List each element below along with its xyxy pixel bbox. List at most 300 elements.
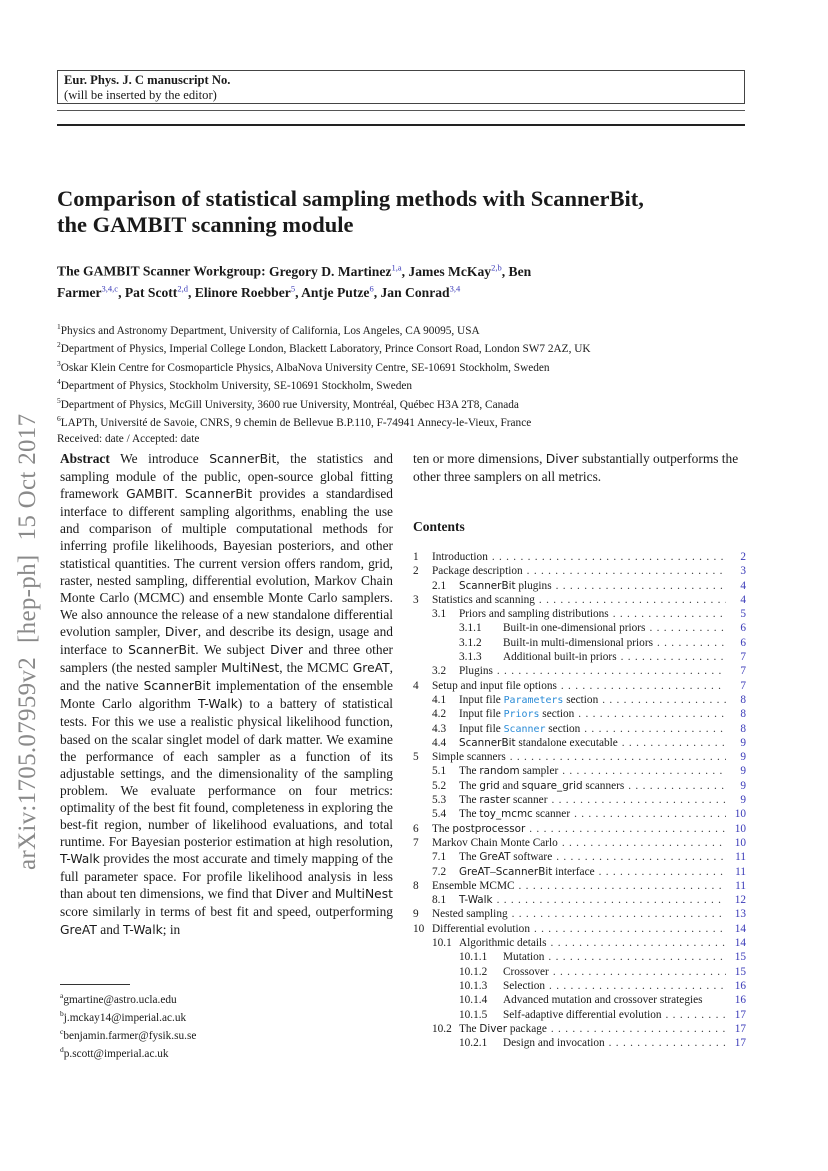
abstract-text: provides the most accurate and timely mapping of the full parameter space. For profile likelihood analysis in less than about ten dimensions, we find that bbox=[60, 851, 393, 902]
toc-entry[interactable] bbox=[413, 723, 746, 737]
abstract-text: ten or more dimensions, bbox=[413, 451, 546, 466]
toc-leader-dots bbox=[529, 823, 726, 835]
title-text: Additional built-in priors bbox=[503, 651, 617, 664]
toc-entry[interactable] bbox=[413, 765, 746, 779]
software-name: T-Walk bbox=[122, 922, 163, 937]
title-line-1: Comparison of statistical sampling methods with ScannerBit, bbox=[57, 186, 644, 211]
title-text: The bbox=[459, 765, 480, 778]
toc-page-link[interactable]: 15 bbox=[734, 951, 746, 964]
header-rule-thin bbox=[57, 110, 745, 111]
affiliation bbox=[57, 412, 777, 430]
toc-section-title bbox=[503, 1037, 605, 1049]
software-name: Diver bbox=[479, 1022, 508, 1035]
title-text: Nested sampling bbox=[432, 908, 508, 921]
toc-section-number: 1 bbox=[413, 551, 419, 563]
footnote-email[interactable]: benjamin.farmer@fysik.su.se bbox=[63, 1029, 197, 1042]
title-text: software bbox=[510, 851, 553, 864]
software-name: T-Walk bbox=[198, 697, 238, 712]
software-name: Diver bbox=[164, 624, 198, 639]
toc-section-title bbox=[459, 580, 552, 592]
title-text: scanners bbox=[582, 779, 625, 792]
title-text: section bbox=[563, 693, 599, 706]
toc-page-link[interactable]: 11 bbox=[735, 865, 746, 878]
title-text: Markov Chain Monte Carlo bbox=[432, 836, 558, 849]
toc-leader-dots bbox=[534, 923, 726, 935]
toc-section-number: 10.2.1 bbox=[459, 1037, 488, 1050]
toc-leader-dots bbox=[539, 594, 726, 606]
software-name: grid bbox=[479, 779, 500, 792]
toc-section-title bbox=[432, 751, 506, 763]
toc-leader-dots bbox=[622, 737, 726, 749]
toc-section-number: 10.1.2 bbox=[459, 965, 488, 978]
toc-section-number: 4.2 bbox=[432, 708, 447, 721]
toc-page-link[interactable]: 16 bbox=[734, 979, 746, 992]
abstract-text: and three other samplers (the nested sampler bbox=[60, 642, 393, 676]
toc-leader-dots bbox=[613, 608, 726, 620]
toc-section-title bbox=[459, 765, 558, 777]
toc-section-title bbox=[459, 780, 624, 792]
abstract-text: score similarly in terms of best fit and speed, outperforming bbox=[60, 904, 393, 920]
author-list: The GAMBIT Scanner Workgroup: Gregory D. Martinez$^{1,a}$, James McKay$^{2,b}$, Ben Farmer$^{3,4,c}$, Pat Scott$^{2,d}$, Elinore Roebber$^5$, Antje Putze$^6$, Jan Conrad$^{3,4}$ bbox=[57, 262, 532, 300]
toc-section-title bbox=[459, 937, 547, 949]
toc-page-link[interactable]: 9 bbox=[740, 751, 746, 764]
toc-leader-dots bbox=[551, 794, 726, 806]
footnote bbox=[60, 1043, 380, 1061]
software-name: Diver bbox=[275, 887, 309, 902]
title-text: Self-adaptive differential evolution bbox=[503, 1008, 662, 1021]
toc-section-number: 3.1.1 bbox=[459, 622, 482, 635]
toc-page-link[interactable]: 10 bbox=[734, 808, 746, 821]
toc-entry[interactable] bbox=[413, 851, 746, 865]
toc-section-title bbox=[459, 866, 595, 878]
toc-section-number: 5.2 bbox=[432, 779, 447, 792]
toc-section-number: 3 bbox=[413, 593, 419, 606]
toc-section-title bbox=[503, 1009, 662, 1021]
software-name: ScannerBit bbox=[209, 452, 277, 466]
toc-entry[interactable] bbox=[413, 622, 746, 636]
toc-leader-dots bbox=[574, 808, 726, 820]
affiliation-text: Department of Physics, Imperial College London, Blackett Laboratory, Prince Consort Road, London SW7 2AZ, UK bbox=[60, 343, 591, 356]
toc-leader-dots bbox=[551, 937, 726, 949]
toc-section-title bbox=[503, 994, 703, 1006]
toc-page-link[interactable]: 16 bbox=[734, 994, 746, 1007]
toc-entry[interactable] bbox=[413, 780, 746, 794]
title-text: Plugins bbox=[459, 665, 493, 678]
toc-page-link[interactable]: 9 bbox=[740, 794, 746, 807]
header-rule-thick bbox=[57, 124, 745, 126]
title-text: Crossover bbox=[503, 965, 549, 978]
toc-leader-dots bbox=[492, 551, 726, 563]
software-name: T-Walk bbox=[459, 894, 493, 907]
toc-entry[interactable] bbox=[413, 1009, 746, 1023]
title-text: section bbox=[545, 722, 581, 735]
affiliation-text: LAPTh, Université de Savoie, CNRS, 9 chemin de Bellevue B.P.110, F-74941 Annecy-le-Vieux, France bbox=[60, 417, 532, 430]
footnote bbox=[60, 989, 380, 1007]
toc-page-link[interactable]: 7 bbox=[740, 651, 746, 664]
toc-page-link[interactable]: 9 bbox=[740, 765, 746, 778]
affiliation-text: Oskar Klein Centre for Cosmoparticle Physics, AlbaNova University Centre, SE-10691 Stockholm, Sweden bbox=[60, 361, 550, 374]
toc-section-number: 2.1 bbox=[432, 579, 447, 592]
toc-entry[interactable] bbox=[413, 880, 746, 894]
toc-page-link[interactable]: 6 bbox=[740, 622, 746, 635]
affiliation bbox=[57, 375, 777, 393]
toc-section-number: 5 bbox=[413, 751, 419, 764]
toc-page-link[interactable]: 3 bbox=[740, 565, 746, 578]
toc-page-link[interactable]: 10 bbox=[734, 822, 746, 835]
software-name: MultiNest bbox=[221, 661, 280, 676]
toc-entry[interactable] bbox=[413, 837, 746, 851]
toc-entry[interactable] bbox=[413, 551, 746, 565]
author-group: The GAMBIT Scanner Workgroup: bbox=[57, 263, 270, 279]
author-name: Pat Scott bbox=[124, 284, 178, 300]
title-text: Statistics and scanning bbox=[432, 593, 535, 606]
toc-page-link[interactable]: 7 bbox=[740, 665, 746, 678]
footnote-mark: b bbox=[60, 1009, 64, 1019]
title-line-2: the GAMBIT scanning module bbox=[57, 212, 354, 237]
software-name: raster bbox=[479, 794, 511, 807]
toc-section-title bbox=[459, 723, 580, 735]
footnote-mark: d bbox=[60, 1045, 64, 1055]
table-of-contents bbox=[413, 551, 746, 1051]
toc-leader-dots bbox=[497, 894, 726, 906]
title-text: Algorithmic details bbox=[459, 937, 547, 950]
toc-section-title bbox=[432, 837, 558, 849]
toc-page-link[interactable]: 5 bbox=[740, 608, 746, 621]
title-text: Mutation bbox=[503, 951, 545, 964]
toc-section-title bbox=[432, 908, 508, 920]
toc-leader-dots bbox=[609, 1037, 726, 1049]
title-text: standalone executable bbox=[515, 736, 618, 749]
toc-section-number: 3.2 bbox=[432, 665, 447, 678]
title-text: Built-in one-dimensional priors bbox=[503, 622, 646, 635]
toc-entry[interactable] bbox=[413, 608, 746, 622]
toc-section-title bbox=[459, 694, 598, 706]
toc-section-title bbox=[432, 680, 557, 692]
toc-page-link[interactable]: 6 bbox=[740, 636, 746, 649]
toc-entry[interactable] bbox=[413, 594, 746, 608]
footnote-rule bbox=[60, 984, 130, 985]
toc-section-title bbox=[503, 637, 653, 649]
toc-section-number: 10.1.4 bbox=[459, 994, 488, 1007]
title-text: Setup and input file options bbox=[432, 679, 557, 692]
toc-section-number: 3.1.2 bbox=[459, 636, 482, 649]
affiliations bbox=[57, 320, 777, 447]
code-term: Parameters bbox=[503, 694, 564, 706]
abstract-text: substantially outperforms the other three samplers on all metrics. bbox=[413, 451, 739, 485]
toc-section-number: 5.4 bbox=[432, 808, 447, 821]
toc-leader-dots bbox=[561, 680, 726, 692]
toc-page-link[interactable]: 9 bbox=[740, 736, 746, 749]
toc-section-title bbox=[432, 551, 488, 563]
title-text: and bbox=[499, 779, 522, 792]
toc-page-link[interactable]: 17 bbox=[734, 1022, 746, 1035]
affiliation bbox=[57, 394, 777, 412]
toc-section-number: 10.2 bbox=[432, 1022, 452, 1035]
author-affiliation-ref[interactable]: 3,4,c bbox=[101, 283, 119, 294]
toc-entry[interactable] bbox=[413, 923, 746, 937]
toc-section-title bbox=[503, 651, 617, 663]
title-text: Design and invocation bbox=[503, 1037, 605, 1050]
title-text: Priors and sampling distributions bbox=[459, 608, 609, 621]
toc-section-title bbox=[503, 980, 545, 992]
title-text: interface bbox=[552, 865, 595, 878]
footnote-email[interactable]: p.scott@imperial.ac.uk bbox=[63, 1047, 169, 1060]
title-text: plugins bbox=[515, 579, 552, 592]
software-name: postprocessor bbox=[452, 822, 526, 835]
toc-section-title bbox=[432, 923, 530, 935]
footnote-email[interactable]: j.mckay14@imperial.ac.uk bbox=[63, 1011, 187, 1024]
paper-title bbox=[57, 186, 757, 238]
footnote-mark: c bbox=[60, 1027, 64, 1037]
author-affiliation-ref[interactable]: 3,4 bbox=[449, 283, 461, 294]
toc-section-number: 10.1.1 bbox=[459, 951, 488, 964]
abstract-continuation bbox=[413, 450, 746, 485]
toc-entry[interactable] bbox=[413, 951, 746, 965]
affiliation bbox=[57, 320, 777, 338]
title-text: Input file bbox=[459, 722, 504, 735]
software-name: toy_mcmc bbox=[479, 808, 533, 821]
toc-section-title bbox=[459, 794, 547, 806]
software-name: square_grid bbox=[521, 779, 583, 792]
title-text: Package description bbox=[432, 565, 523, 578]
toc-leader-dots bbox=[553, 966, 726, 978]
affiliation-number: 6 bbox=[57, 414, 61, 424]
journal-name: Eur. Phys. J. C manuscript No. bbox=[64, 73, 231, 87]
toc-entry[interactable] bbox=[413, 565, 746, 579]
toc-leader-dots bbox=[556, 851, 726, 863]
toc-entry[interactable] bbox=[413, 751, 746, 765]
toc-entry[interactable] bbox=[413, 980, 746, 994]
toc-section-number: 3.1 bbox=[432, 608, 447, 621]
toc-leader-dots bbox=[578, 708, 726, 720]
toc-page-link[interactable]: 7 bbox=[740, 679, 746, 692]
journal-note: (will be inserted by the editor) bbox=[64, 88, 217, 102]
toc-leader-dots bbox=[510, 751, 726, 763]
abstract-text: ; in bbox=[162, 921, 181, 937]
footnote-email[interactable]: gmartine@astro.ucla.edu bbox=[63, 993, 177, 1006]
author-name: Gregory D. Martinez bbox=[269, 263, 392, 279]
toc-section-title bbox=[432, 594, 535, 606]
toc-entry[interactable] bbox=[413, 1023, 746, 1037]
toc-entry[interactable] bbox=[413, 651, 746, 665]
toc-entry[interactable] bbox=[413, 637, 746, 651]
toc-entry[interactable] bbox=[413, 937, 746, 951]
title-text: Differential evolution bbox=[432, 922, 530, 935]
abstract-text: , the statistics and sampling module of the public, open-source global fitting framework bbox=[60, 451, 393, 502]
title-text: The bbox=[432, 822, 453, 835]
arxiv-category: [hep-ph] bbox=[14, 554, 41, 643]
toc-section-number: 4.4 bbox=[432, 736, 447, 749]
title-text: The bbox=[459, 808, 480, 821]
toc-entry[interactable] bbox=[413, 1037, 746, 1051]
software-name: GreAT bbox=[479, 851, 511, 864]
software-name: GreAT bbox=[459, 865, 491, 878]
toc-section-number: 7 bbox=[413, 836, 419, 849]
software-name: ScannerBit bbox=[459, 736, 516, 749]
toc-page-link[interactable]: 11 bbox=[735, 851, 746, 864]
toc-leader-dots bbox=[497, 665, 726, 677]
toc-section-title bbox=[503, 951, 544, 963]
affiliation-number: 4 bbox=[57, 377, 61, 387]
toc-section-number: 6 bbox=[413, 822, 419, 835]
toc-entry[interactable] bbox=[413, 580, 746, 594]
title-text: The bbox=[459, 794, 480, 807]
toc-section-number: 4.1 bbox=[432, 693, 447, 706]
arxiv-stamp bbox=[14, 400, 42, 870]
title-text: Introduction bbox=[432, 551, 488, 563]
toc-entry[interactable] bbox=[413, 665, 746, 679]
author-affiliation-ref[interactable]: 2,b bbox=[491, 262, 502, 272]
toc-entry[interactable] bbox=[413, 737, 746, 751]
toc-page-link[interactable]: 4 bbox=[740, 579, 746, 592]
toc-section-number: 10.1.3 bbox=[459, 979, 488, 992]
toc-leader-dots bbox=[527, 565, 726, 577]
toc-leader-dots bbox=[584, 723, 726, 735]
affiliation-text: Department of Physics, McGill University, 3600 rue University, Montréal, Québec H3A 2T8, Canada bbox=[60, 398, 519, 411]
abstract-text: ) to a battery of statistical tests. For this we use a realistic physical likelihood function, based on the scalar singlet model of dark matter. We examine the performance of each sampler as a function of its adjustable settings, and the dimensionality of the sampling problem. We evaluate performance on four metrics: optimality of the best fit found, completeness in exploring the best-fit region, number of likelihood evaluations, and total runtime. For Bayesian posterior estimation at high resolution, bbox=[60, 696, 393, 850]
toc-page-link[interactable]: 8 bbox=[740, 693, 746, 706]
title-text: scanner bbox=[532, 808, 571, 821]
toc-page-link[interactable]: 11 bbox=[735, 879, 746, 892]
title-text: Advanced mutation and crossover strategies bbox=[503, 994, 703, 1007]
toc-entry[interactable] bbox=[413, 694, 746, 708]
toc-page-link[interactable]: 2 bbox=[740, 551, 746, 563]
toc-section-number: 7.2 bbox=[432, 865, 447, 878]
software-name: Diver bbox=[270, 643, 303, 658]
abstract-text: , and the native bbox=[60, 660, 393, 694]
toc-page-link[interactable]: 14 bbox=[734, 937, 746, 950]
received-date: Received: date / Accepted: date bbox=[57, 432, 200, 445]
toc-leader-dots bbox=[562, 765, 726, 777]
arxiv-id[interactable]: arXiv:1705.07959v2 bbox=[14, 656, 41, 870]
title-text: The bbox=[459, 851, 480, 864]
toc-page-link[interactable]: 10 bbox=[734, 836, 746, 849]
toc-section-number: 10 bbox=[413, 922, 425, 935]
title-text: Input file bbox=[459, 693, 504, 706]
software-name: ScannerBit bbox=[184, 487, 253, 502]
toc-page-link[interactable]: 17 bbox=[734, 1008, 746, 1021]
author-name: Jan Conrad bbox=[380, 284, 450, 300]
author-affiliation-ref[interactable]: 2,d bbox=[177, 283, 188, 294]
toc-section-title bbox=[432, 565, 523, 577]
toc-entry[interactable] bbox=[413, 966, 746, 980]
abstract-body bbox=[60, 451, 393, 937]
author-affiliation-ref[interactable]: 6 bbox=[369, 283, 374, 294]
toc-leader-dots bbox=[602, 694, 726, 706]
footnote-mark: a bbox=[60, 991, 64, 1000]
toc-page-link[interactable]: 12 bbox=[734, 894, 746, 907]
title-text: Input file bbox=[459, 708, 504, 721]
code-term: Priors bbox=[503, 709, 540, 721]
toc-entry[interactable] bbox=[413, 794, 746, 808]
toc-page-link[interactable]: 8 bbox=[740, 722, 746, 735]
toc-section-title bbox=[432, 880, 515, 892]
affiliation-text: Physics and Astronomy Department, University of California, Los Angeles, CA 90095, USA bbox=[60, 324, 480, 337]
toc-section-number: 3.1.3 bbox=[459, 651, 482, 664]
toc-page-link[interactable]: 17 bbox=[734, 1037, 746, 1050]
toc-entry[interactable] bbox=[413, 680, 746, 694]
software-name: GreAT bbox=[352, 661, 390, 676]
author-name: Antje Putze bbox=[301, 284, 370, 300]
toc-entry[interactable] bbox=[413, 866, 746, 880]
title-text: scanner bbox=[510, 794, 548, 807]
abstract-text: and bbox=[96, 921, 123, 937]
toc-section-number: 7.1 bbox=[432, 851, 447, 864]
affiliation-number: 3 bbox=[57, 358, 61, 368]
toc-page-link[interactable]: 8 bbox=[740, 708, 746, 721]
journal-header bbox=[57, 70, 745, 104]
toc-section-number: 2 bbox=[413, 565, 419, 578]
abstract-text: We introduce bbox=[109, 451, 210, 466]
title-text: Simple scanners bbox=[432, 751, 506, 764]
toc-page-link[interactable]: 9 bbox=[740, 779, 746, 792]
software-name: random bbox=[479, 765, 520, 778]
toc-leader-dots bbox=[548, 951, 726, 963]
toc-page-link[interactable]: 15 bbox=[734, 965, 746, 978]
abstract-text: . We subject bbox=[195, 642, 271, 658]
software-name: ScannerBit bbox=[143, 679, 211, 694]
software-name: ScannerBit bbox=[459, 579, 516, 592]
abstract-label: Abstract bbox=[60, 451, 110, 466]
toc-page-link[interactable]: 13 bbox=[734, 908, 746, 921]
toc-leader-dots bbox=[519, 880, 726, 892]
toc-leader-dots bbox=[628, 780, 726, 792]
toc-entry[interactable] bbox=[413, 708, 746, 722]
toc-section-title bbox=[459, 894, 493, 906]
affiliation-number: 5 bbox=[57, 395, 61, 405]
author-affiliation-ref[interactable]: 1,a bbox=[391, 262, 402, 272]
footnote bbox=[60, 1007, 380, 1025]
toc-leader-dots bbox=[657, 637, 726, 649]
abstract bbox=[60, 450, 393, 939]
toc-leader-dots bbox=[666, 1009, 726, 1021]
toc-section-number: 4.3 bbox=[432, 722, 447, 735]
toc-section-title bbox=[503, 622, 645, 634]
title-text: Selection bbox=[503, 979, 546, 992]
toc-entry[interactable] bbox=[413, 808, 746, 822]
affiliation-number: 2 bbox=[57, 340, 61, 350]
toc-section-number: 5.3 bbox=[432, 794, 447, 807]
toc-leader-dots bbox=[556, 580, 726, 592]
toc-entry[interactable] bbox=[413, 994, 746, 1008]
toc-section-title bbox=[503, 966, 549, 978]
author-affiliation-ref[interactable]: 5 bbox=[290, 283, 296, 294]
toc-section-title bbox=[459, 608, 609, 620]
contents-heading: Contents bbox=[413, 519, 465, 534]
affiliation bbox=[57, 357, 777, 375]
title-text: section bbox=[539, 708, 575, 721]
toc-page-link[interactable]: 4 bbox=[740, 593, 746, 606]
toc-leader-dots bbox=[512, 908, 726, 920]
toc-section-number: 10.1.5 bbox=[459, 1008, 488, 1021]
author-name: Elinore Roebber bbox=[194, 284, 291, 300]
title-text: – bbox=[490, 865, 496, 878]
abstract-text: . bbox=[174, 486, 185, 502]
toc-entry[interactable] bbox=[413, 894, 746, 908]
toc-entry[interactable] bbox=[413, 908, 746, 922]
toc-leader-dots bbox=[599, 866, 726, 878]
toc-section-number: 8 bbox=[413, 879, 419, 892]
toc-section-number: 5.1 bbox=[432, 765, 447, 778]
toc-page-link[interactable]: 14 bbox=[734, 922, 746, 935]
toc-section-number: 10.1 bbox=[432, 937, 452, 950]
code-term: Scanner bbox=[503, 723, 546, 735]
toc-entry[interactable] bbox=[413, 823, 746, 837]
title-text: Built-in multi-dimensional priors bbox=[503, 636, 653, 649]
title-text: Ensemble MCMC bbox=[432, 879, 515, 892]
abstract-text: provides a standardised interface to different sampling algorithms, enabling the use and comparison of multiple computational methods for inferring profile likelihoods, Bayesian posteriors, and other statistical quantities. The current version offers random, grid, raster, nested sampling, differential evolution, Markov Chain Monte Carlo (MCMC) and ensemble Monte Carlo samplers. We also announce the release of a new standalone differential evolution sampler, bbox=[60, 486, 394, 639]
footnote bbox=[60, 1025, 380, 1043]
